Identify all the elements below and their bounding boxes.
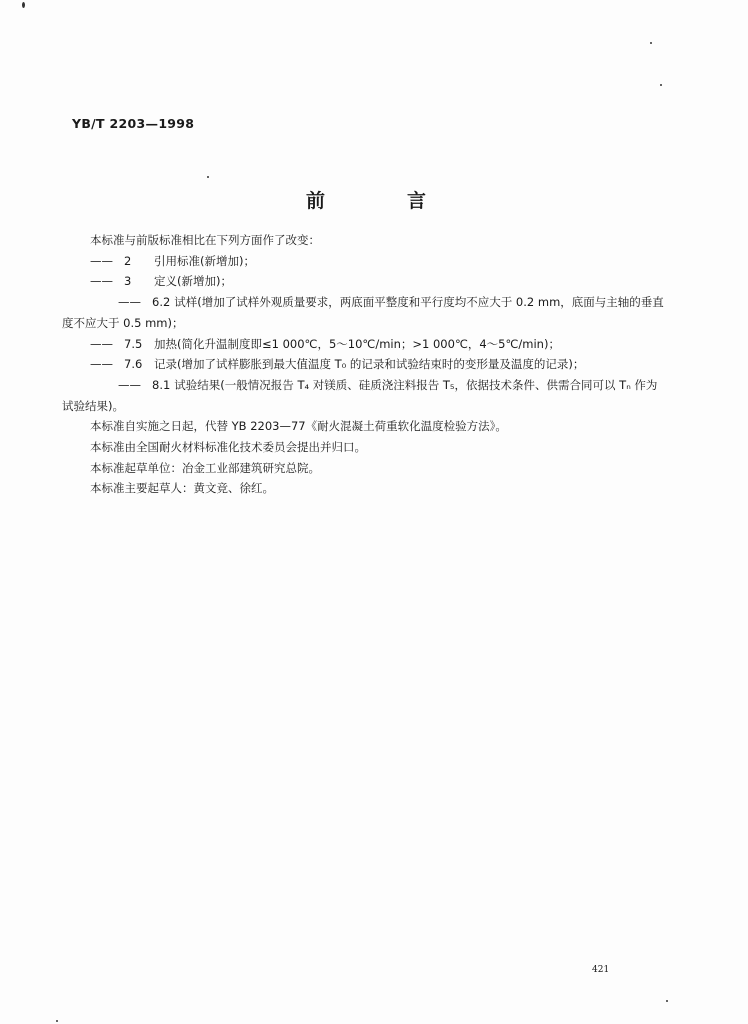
paragraph-text: 本标准由全国耐火材料标准化技术委员会提出并归口。 [90,440,366,455]
paragraph-text: 本标准与前版标准相比在下列方面作了改变： [90,233,320,247]
foreword-body [62,230,668,499]
change-text: 试样(增加了试样外观质量要求，两底面平整度和平行度均不应大于 0.2 mm，底面与主轴的垂直度不应大于 0.5 mm)； [62,295,664,330]
change-text: 试验结果(一般情况报告 T₄ 对镁质、硅质浇注料报告 T₅，依据技术条件、供需合同可以 Tₙ 作为试验结果)。 [62,377,658,413]
change-text: 引用标准(新增加)； [154,253,255,268]
paragraph-drafting-unit [62,458,668,479]
scan-speck [207,176,209,178]
scan-speck [22,2,25,8]
paragraph-supersede [62,416,668,437]
dash: —— [90,336,113,351]
change-item [62,271,668,292]
dash: —— [90,357,113,372]
clause-number: 7.5 [124,336,143,351]
paragraph-intro [62,230,668,251]
change-item [62,354,668,375]
scan-speck [666,1000,668,1002]
dash: —— [118,377,141,392]
title-char-1: 前 [306,190,326,212]
scan-speck [660,84,662,86]
clause-number: 6.2 [152,295,171,310]
paragraph-proposer [62,437,668,458]
clause-number: 8.1 [152,377,171,392]
paragraph-drafters [62,478,668,499]
dash: —— [118,295,141,310]
clause-number: 7.6 [124,357,143,372]
change-text: 定义(新增加)； [154,274,232,289]
change-item [62,251,668,272]
page-number: 421 [592,965,610,975]
paragraph-text: 本标准起草单位：冶金工业部建筑研究总院。 [90,460,320,475]
title-char-2: 言 [406,190,426,212]
change-item [62,292,668,333]
dash: —— [90,253,113,268]
standard-code: YB/T 2203—1998 [72,116,195,131]
clause-number: 3 [124,274,132,289]
paragraph-text: 本标准主要起草人：黄文竞、徐红。 [90,481,274,496]
change-item [62,334,668,355]
change-text: 加热(简化升温制度即≤1 000℃，5～10℃/min；>1 000℃，4～5℃/min)； [154,336,560,351]
page-title [306,186,426,213]
scan-speck [650,42,652,44]
dash: —— [90,274,113,289]
scan-speck [56,1020,58,1022]
change-item [62,375,668,416]
paragraph-text: 本标准自实施之日起，代替 YB 2203—77《耐火混凝土荷重软化温度检验方法》。 [90,419,507,434]
clause-number: 2 [124,253,132,268]
change-text: 记录(增加了试样膨胀到最大值温度 T₀ 的记录和试验结束时的变形量及温度的记录)； [154,357,585,372]
